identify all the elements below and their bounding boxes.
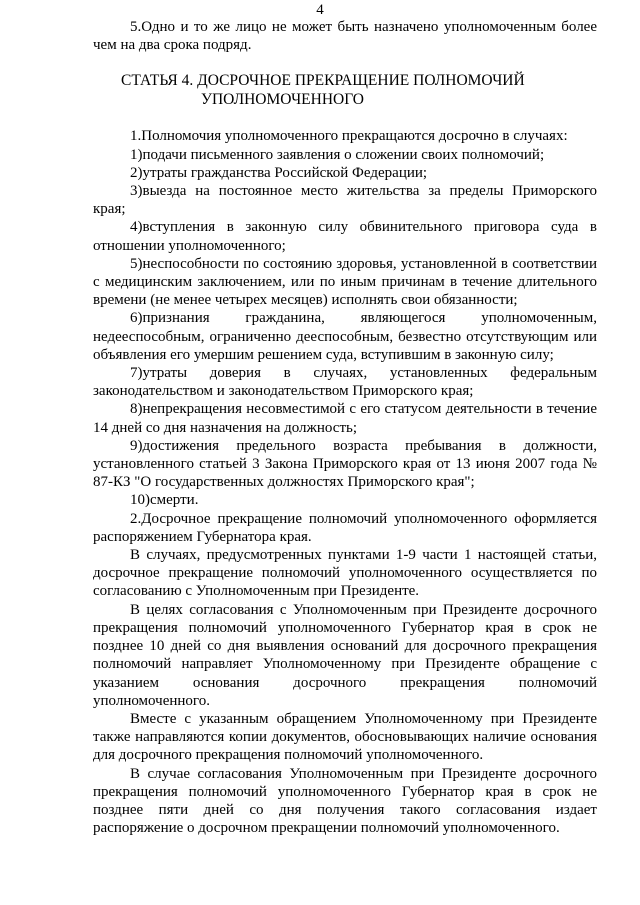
article-title-line2: УПОЛНОМОЧЕННОГО <box>201 90 364 108</box>
paragraph-part-1-heading: 1.Полномочия уполномоченного прекращаются досрочно в случаях: <box>130 128 568 145</box>
list-item-2: 2)утраты гражданства Российской Федерации; <box>130 164 428 181</box>
paragraph-order-issuance: В случае согласования Уполномоченным при Президенте досрочного прекращения полномочий уполномоченного Губернатор края в срок не позднее пяти дней со дня получения такого согласования издает распоряжение о досрочном прекращении полномочий уполномоченного. <box>93 765 597 837</box>
paragraph-agreement-procedure: В целях согласования с Уполномоченным при Президенте досрочного прекращения полномочий уполномоченного Губернатор края в срок не позднее 10 дней со дня выявления оснований для досрочного прекращения полномочий направляет Уполномоченному при Президенте обращение с указанием основания досрочного прекращения полномочий уполномоченного. <box>93 601 597 709</box>
list-item-5: 5)неспособности по состоянию здоровья, установленной в соответствии с медицинским заключением, или по иным причинам в течение длительного времени (не менее четырех месяцев) исполнять свои обязанности; <box>93 255 597 309</box>
list-item-3: 3)выезда на постоянное место жительства за пределы Приморского края; <box>93 183 597 218</box>
list-item-4: 4)вступления в законную силу обвинительного приговора суда в отношении уполномоченного; <box>93 219 597 254</box>
article-title-line1: СТАТЬЯ 4. ДОСРОЧНОЕ ПРЕКРАЩЕНИЕ ПОЛНОМОЧИЙ <box>121 72 525 90</box>
article-title <box>121 72 597 109</box>
page-number: 4 <box>316 2 324 18</box>
list-item-1: 1)подачи письменного заявления о сложении своих полномочий; <box>130 146 545 163</box>
paragraph-part-2: 2.Досрочное прекращение полномочий уполномоченного оформляется распоряжением Губернатора края. <box>93 510 597 545</box>
list-item-7: 7)утраты доверия в случаях, установленных федеральным законодательством и законодательством Приморского края; <box>93 365 597 400</box>
list-item-9: 9)достижения предельного возраста пребывания в должности, установленного статьей 3 Закона Приморского края от 13 июня 2007 года № 87-КЗ "О государственных должностях Приморского края"; <box>93 437 597 491</box>
list-item-6: 6)признания гражданина, являющегося уполномоченным, недееспособным, ограниченно дееспособным, безвестно отсутствующим или объявления его умершим решением суда, вступившим в законную силу; <box>93 310 597 363</box>
list-item-8: 8)непрекращения несовместимой с его статусом деятельности в течение 14 дней со дня назначения на должность; <box>93 401 597 436</box>
paragraph-agreement-cases: В случаях, предусмотренных пунктами 1-9 части 1 настоящей статьи, досрочное прекращение полномочий уполномоченного осуществляется по согласованию с Уполномоченным при Президенте. <box>93 547 597 600</box>
list-item-10: 10)смерти. <box>130 492 199 509</box>
intro-paragraph: 5.Одно и то же лицо не может быть назначено уполномоченным более чем на два срока подряд. <box>93 19 597 54</box>
paragraph-documents: Вместе с указанным обращением Уполномоченному при Президенте также направляются копии документов, обосновывающих наличие основания для досрочного прекращения полномочий уполномоченного. <box>93 710 597 764</box>
document-body <box>93 18 597 837</box>
